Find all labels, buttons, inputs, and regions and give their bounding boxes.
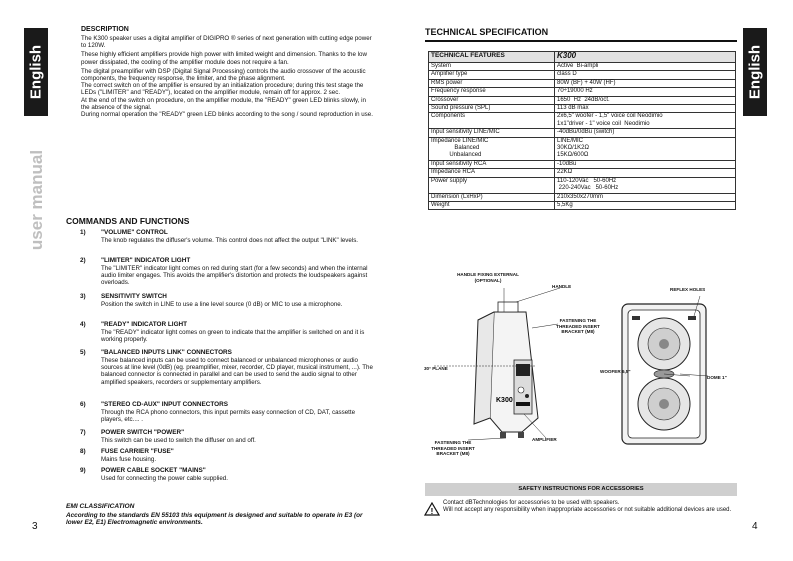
command-text: Used for connecting the power cable supplied.: [101, 475, 228, 482]
spec-value-cell: 22KΩ: [555, 169, 736, 177]
spec-table-header: TECHNICAL FEATURES K300: [429, 52, 736, 63]
page-number-left: 3: [32, 521, 38, 532]
spec-table-row: [429, 96, 736, 104]
spec-value-cell: 5,5Kg: [555, 201, 736, 209]
spec-table-row: [429, 160, 736, 168]
language-tab-right: [743, 28, 767, 116]
description-paragraph: These highly efficient amplifiers provide high power with limited weight and dimension. Thanks to the low power dissipated, the cooling of the amplifier module does not require a fan.: [81, 51, 367, 66]
language-tab-label: English: [746, 44, 764, 100]
spec-value-cell: LINE/MIC 30KΩ/1K2Ω 15KΩ/600Ω: [555, 137, 736, 160]
spec-value-cell: -40dBu/0dBu (switch): [555, 129, 736, 137]
spec-table-row: [429, 105, 736, 113]
label-handle: HANDLE: [552, 284, 572, 289]
spec-value-cell: class D: [555, 71, 736, 79]
description-paragraph: The correct switch on of the amplifier is ensured by an initialization procedure; during this test stage the LEDs ("LIMITER" and "READY"), located on the amplifier module, remain off for approx. 2 sec.: [81, 82, 364, 97]
command-title: "READY" INDICATOR LIGHT: [101, 321, 188, 328]
svg-text:!: !: [430, 507, 434, 516]
spec-feature-cell: Crossover: [429, 96, 555, 104]
handle-icon: [498, 302, 518, 312]
spec-feature-cell: RMS power: [429, 79, 555, 87]
spec-table-row: [429, 113, 736, 129]
spec-value-cell: 113 dB max: [555, 105, 736, 113]
command-title: POWER CABLE SOCKET "MAINS": [101, 467, 206, 474]
command-title: POWER SWITCH "POWER": [101, 429, 185, 436]
description-body: [81, 35, 373, 118]
spec-table-row: [429, 88, 736, 96]
emi-text: According to the standards EN 55103 this equipment is designed and suitable to operate in E3 (or lower E2, E1) Electromagnetic environments.: [66, 512, 363, 527]
spec-value-cell: Active Bi-ampli: [555, 63, 736, 71]
spec-value-cell: 70÷19000 Hz: [555, 88, 736, 96]
command-text: Through the RCA phono connectors, this input permits easy connection of CD, DAT, cassette players, etc.... .: [101, 409, 356, 424]
label-plane: 30° PLANE: [424, 366, 448, 371]
emi-title: EMI CLASSIFICATION: [66, 503, 135, 510]
label-dome: DOME 1": [707, 375, 727, 380]
command-title: SENSITIVITY SWITCH: [101, 293, 167, 300]
command-title: "LIMITER" INDICATOR LIGHT: [101, 257, 191, 264]
label-fastening-bottom: FASTENING THE THREADED INSERT BRACKET (M8): [431, 440, 475, 456]
spec-table-row: [429, 71, 736, 79]
command-text: This switch can be used to switch the diffuser on and off.: [101, 437, 256, 444]
safety-line: Contact dBTechnologies for accessories to be used with speakers.: [443, 500, 620, 506]
speaker-front-view: [622, 296, 708, 444]
spec-feature-cell: Input sensitivity RCA: [429, 160, 555, 168]
description-title: DESCRIPTION: [81, 26, 129, 33]
title-rule: [425, 40, 737, 42]
model-label: K300: [496, 397, 513, 404]
command-title: FUSE CARRIER "FUSE": [101, 448, 174, 455]
label-amplifier: AMPLIFIER: [532, 437, 557, 442]
language-tab-label: English: [27, 44, 45, 100]
spec-value-cell: 210x350x270mm: [555, 193, 736, 201]
tech-spec-title: TECHNICAL SPECIFICATION: [425, 27, 549, 37]
command-text: Position the switch in LINE to use a line level source (0 dB) or MIC to use a microphone.: [101, 301, 343, 308]
spec-table-row: [429, 79, 736, 87]
safety-title: SAFETY INSTRUCTIONS FOR ACCESSORIES: [518, 486, 644, 492]
reflex-hole: [632, 316, 640, 320]
spec-feature-cell: Dimension (LxHxP): [429, 193, 555, 201]
label-woofer: WOOFER 6,5": [600, 369, 631, 374]
spec-feature-cell: Impedance RCA: [429, 169, 555, 177]
spec-value-cell: 110-120Vac 50-60Hz 220-240Vac 50-60Hz: [555, 177, 736, 193]
spec-table-row: [429, 201, 736, 209]
reflex-hole: [688, 316, 696, 320]
description-paragraph: During normal operation the "READY" green LED blinks according to the song / sound reproduction in use.: [81, 111, 373, 119]
language-tab-left: [24, 28, 48, 116]
spec-feature-cell: Input sensitivity LINE/MIC: [429, 129, 555, 137]
commands-title: COMMANDS AND FUNCTIONS: [66, 216, 190, 226]
spec-table-row: [429, 63, 736, 71]
spec-feature-cell: Sound pressure (SPL): [429, 105, 555, 113]
label-reflex-holes: REFLEX HOLES: [670, 287, 706, 292]
command-text: The "READY" indicator light comes on green to indicate that the amplifier is switched on and it is working properly.: [101, 329, 365, 344]
command-text: These balanced inputs can be used to connect balanced or unbalanced microphones or audio sources at line level (0dB) (eg. preamplifier, mixer, recorder, CD player, musical instrument, ...). The balanced connector is connected in parallel and can be used to send the audio signal to other amplified speakers, recorders or supplementary amplifiers.: [101, 357, 373, 386]
safety-text: [443, 500, 735, 514]
command-text: The knob regulates the diffuser's volume. This control does not affect the output "LINK" levels.: [101, 237, 359, 244]
page-number-right: 4: [752, 521, 758, 532]
description-paragraph: At the end of the switch on procedure, on the amplifier module, the "READY" green LED blinks slowly, in the absence of the signal.: [81, 96, 366, 111]
label-handle-fixing: HANDLE FIXING EXTERNAL (OPTIONAL): [457, 272, 519, 283]
spec-feature-cell: Weight: [429, 201, 555, 209]
label-fastening-top: FASTENING THE THREADED INSERT BRACKET (M8): [556, 318, 600, 334]
spec-feature-cell: Power supply: [429, 177, 555, 193]
spec-value-cell: 80W (BF) + 40W (HF): [555, 79, 736, 87]
description-paragraph: The K300 speaker uses a digital amplifier of DIGIPRO ® series of next generation with cutting edge power to 120W.: [81, 35, 372, 50]
spec-table-row: [429, 177, 736, 193]
safety-title-bar: [425, 483, 737, 496]
spec-table-row: [429, 129, 736, 137]
spec-feature-cell: Components: [429, 113, 555, 129]
spec-value-cell: 2x6,5" woofer - 1,5" voice coil Neodimio 1x1"driver - 1" voice coil Neodimio: [555, 113, 736, 129]
spec-feature-cell: Frequency response: [429, 88, 555, 96]
command-title: "STEREO CD-AUX" INPUT CONNECTORS: [101, 401, 229, 408]
safety-line: Will not accept any responsibility when inappropriate accessories or not suitable additional devices are used.: [443, 507, 732, 513]
spec-value-cell: 1650 Hz 24dB/oct.: [555, 96, 736, 104]
side-label: user manual: [27, 149, 46, 251]
command-text: Mains fuse housing.: [101, 456, 157, 463]
command-text: The "LIMITER" indicator light comes on red during start (for a few seconds) and when the internal audio limiter engages. This avoids the amplifier's distortion and protects the loudspeakers against overloads.: [101, 265, 368, 287]
warning-icon: [424, 502, 440, 516]
spec-feature-cell: System: [429, 63, 555, 71]
spec-feature-cell: Amplifier type: [429, 71, 555, 79]
spec-table-row: [429, 169, 736, 177]
spec-table-row: [429, 193, 736, 201]
spec-table: [428, 51, 736, 210]
command-title: "BALANCED INPUTS LINK" CONNECTORS: [101, 349, 232, 356]
spec-feature-cell: Impedance LINE/MIC Balanced Unbalanced: [429, 137, 555, 160]
speaker-side-view: [434, 288, 560, 440]
description-paragraph: The digital preamplifier with DSP (Digital Signal Processing) controls the audio crossover of the acoustic components, the frequency response, the limiter, and the phase alignment.: [81, 67, 366, 83]
spec-value-cell: -10dBu: [555, 160, 736, 168]
spec-table-row: [429, 137, 736, 160]
command-title: "VOLUME" CONTROL: [101, 229, 168, 236]
